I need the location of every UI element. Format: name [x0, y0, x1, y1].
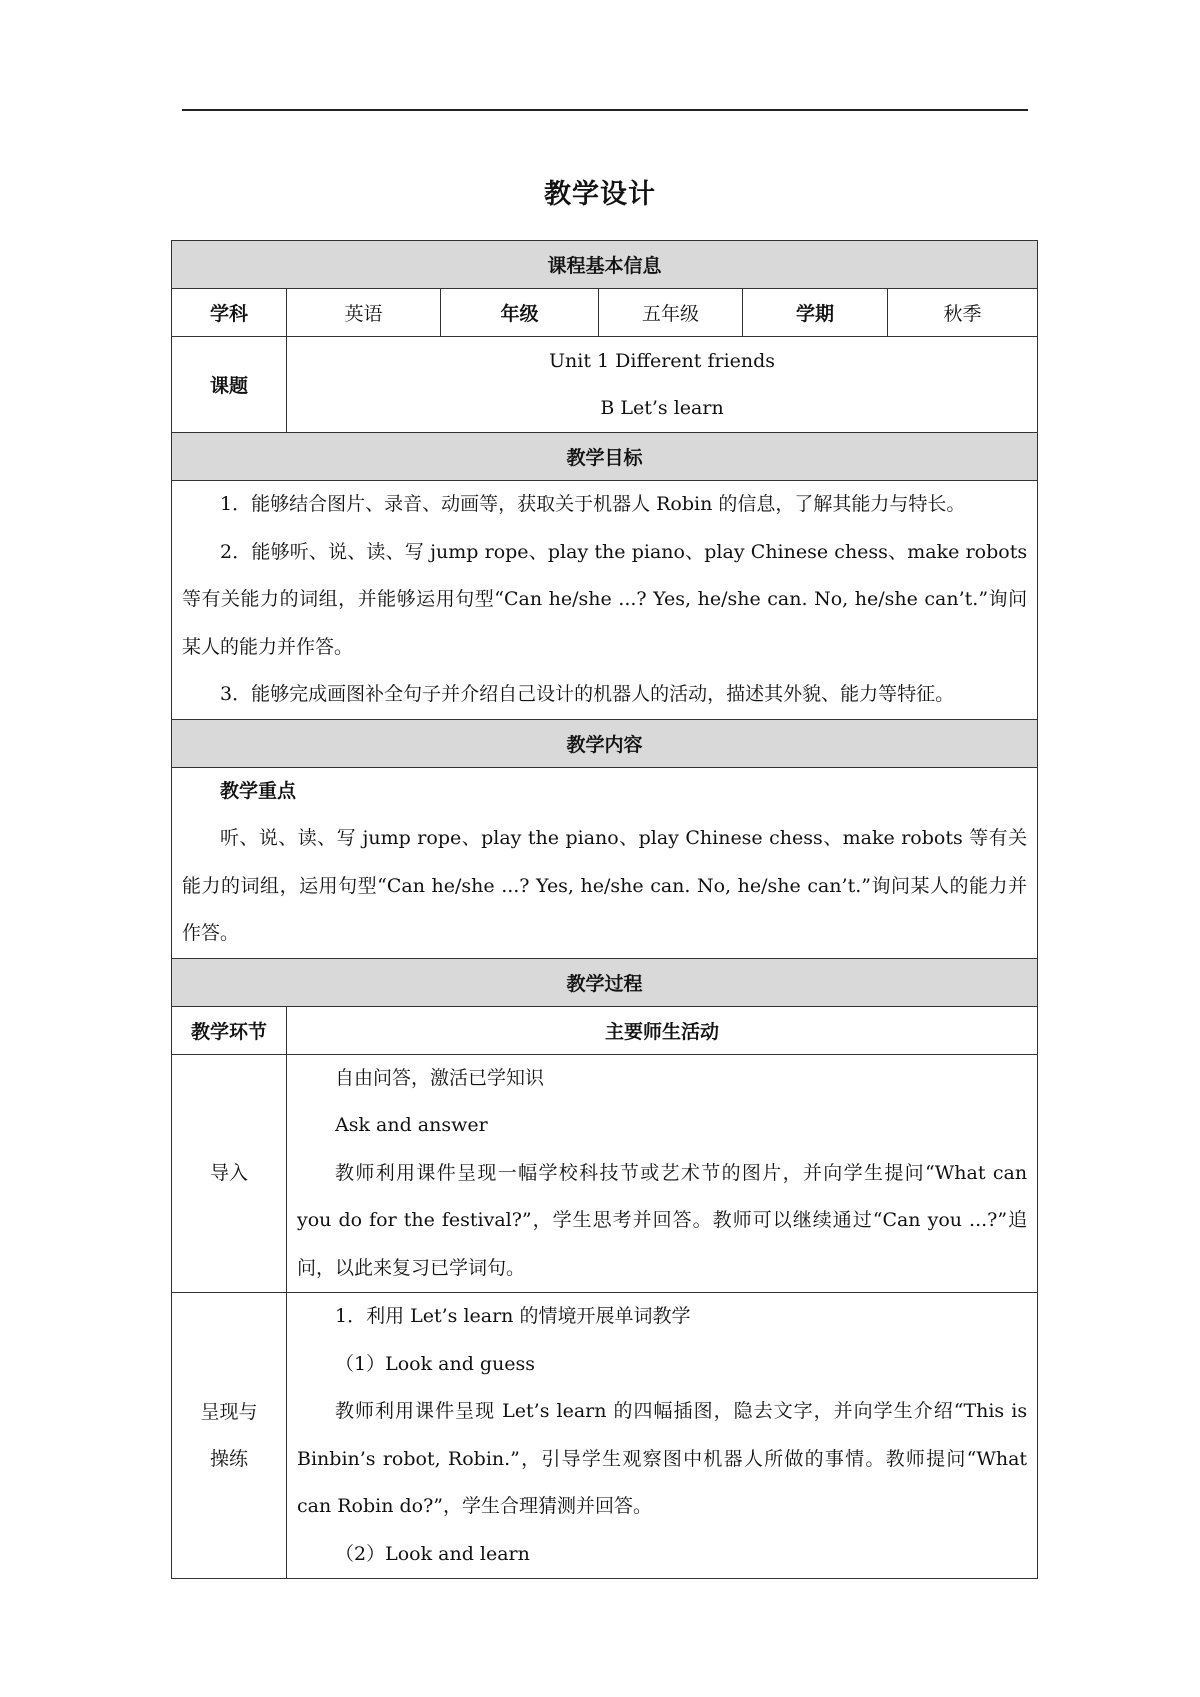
topic-line-unit: Unit 1 Different friends: [549, 349, 776, 372]
activity-line: 教师利用课件呈现一幅学校科技节或艺术节的图片，并向学生提问“What can you do for the festival?”，学生思考并回答。教师可以继续通过“Can you ...?”追问，以此来复习已学词句。: [297, 1161, 1028, 1279]
activity-column-header: 主要师生活动: [287, 1006, 1038, 1054]
activity-line: 教师利用课件呈现 Let’s learn 的四幅插图，隐去文字，并向学生介绍“This is Binbin’s robot, Robin.”，引导学生观察图中机器人所做的事情。教师提问“What can Robin do?”，学生合理猜测并回答。: [297, 1400, 1028, 1517]
process-header: 教学过程: [172, 958, 1038, 1006]
stage-intro-activities: [287, 1054, 1038, 1293]
document-title: 教学设计: [544, 179, 656, 210]
activity-line: Ask and answer: [335, 1114, 488, 1136]
content-header: 教学内容: [172, 719, 1038, 767]
term-value: 秋季: [888, 289, 1038, 337]
content-body: [172, 767, 1038, 958]
lesson-plan-table: [171, 240, 1038, 1579]
stage-presentation-label-line1: 呈现与: [200, 1400, 258, 1423]
objective-item: 1．能够结合图片、录音、动画等，获取关于机器人 Robin 的信息，了解其能力与特长。: [220, 493, 966, 515]
objective-item: 3．能够完成画图补全句子并介绍自己设计的机器人的活动，描述其外貌、能力等特征。: [220, 683, 955, 705]
grade-label: 年级: [441, 289, 599, 337]
term-label: 学期: [743, 289, 888, 337]
subject-value: 英语: [287, 289, 441, 337]
stage-presentation-activities: [287, 1293, 1038, 1579]
topic-label: 课题: [172, 337, 287, 433]
objectives-body: [172, 481, 1038, 720]
activity-line: 自由问答，激活已学知识: [335, 1066, 545, 1089]
subject-label: 学科: [172, 289, 287, 337]
activity-line: （2）Look and learn: [335, 1542, 530, 1565]
activity-line: 1．利用 Let’s learn 的情境开展单词教学: [335, 1305, 691, 1327]
objective-item: 2．能够听、说、读、写 jump rope、play the piano、play Chinese chess、make robots 等有关能力的词组，并能够运用句型“Can he/she ...? Yes, he/she can. No, he/she can’t.”询问某人的能力并作答。: [182, 540, 1028, 658]
grade-value: 五年级: [599, 289, 743, 337]
stage-presentation-label-line2: 操练: [209, 1447, 248, 1470]
header-rule: [182, 109, 1028, 111]
key-point-text: 听、说、读、写 jump rope、play the piano、play Chinese chess、make robots 等有关能力的词组，运用句型“Can he/she ...? Yes, he/she can. No, he/she can’t.”询问某人的能力并作答。: [182, 827, 1028, 944]
activity-line: （1）Look and guess: [335, 1352, 536, 1375]
key-point-title: 教学重点: [220, 779, 297, 802]
objectives-header: 教学目标: [172, 433, 1038, 481]
topic-value: [287, 337, 1038, 433]
basic-info-header: 课程基本信息: [172, 241, 1038, 289]
stage-intro-label: 导入: [172, 1054, 287, 1293]
stage-column-header: 教学环节: [172, 1006, 287, 1054]
stage-presentation-label: [172, 1293, 287, 1579]
topic-line-section: B Let’s learn: [600, 396, 724, 419]
